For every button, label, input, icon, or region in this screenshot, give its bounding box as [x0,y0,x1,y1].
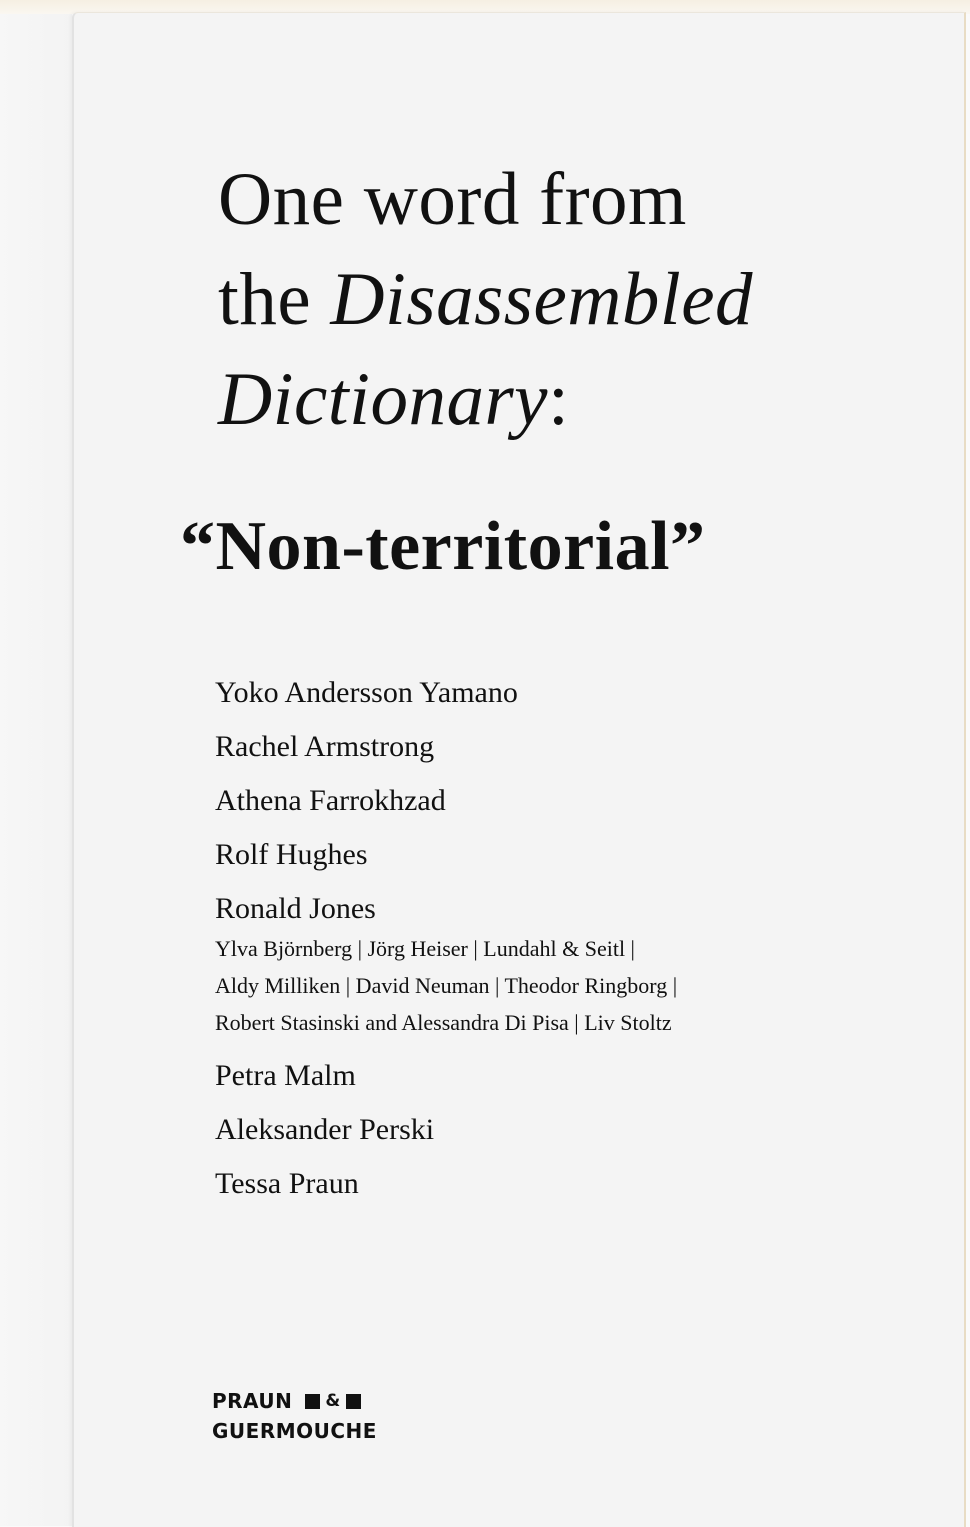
title-line-1 [218,150,918,250]
title-line-3 [218,350,918,450]
square-icon [346,1394,361,1409]
author: Tessa Praun [215,1167,359,1200]
title-line-2 [218,250,918,350]
author: Aleksander Perski [215,1113,435,1146]
book-title [218,150,918,450]
title-colon: : [547,358,570,441]
author-list [215,666,855,1211]
title-text: One word from [218,158,687,241]
ampersand: & [325,1391,341,1411]
publisher-name: PRAUN [212,1389,293,1413]
secondary-author-line: Robert Stasinski and Alessandra Di Pisa | Liv Stoltz [215,1010,672,1035]
author: Petra Malm [215,1059,356,1092]
author: Rolf Hughes [215,838,368,871]
author: Yoko Andersson Yamano [215,676,518,709]
square-icon [305,1394,320,1409]
publisher-logo [212,1386,377,1446]
publisher-line-1 [212,1386,377,1416]
secondary-author-line: Aldy Milliken | David Neuman | Theodor Ringborg | [215,973,678,998]
publisher-name: GUERMOUCHE [212,1419,377,1443]
book-spine-edge [0,0,72,1526]
author: Ronald Jones [215,892,376,925]
title-italic-text: Disassembled [330,258,754,341]
secondary-author-list [215,930,855,1041]
headword: “Non-territorial” [180,508,706,585]
author: Rachel Armstrong [215,730,435,763]
title-italic-text: Dictionary [218,358,548,441]
secondary-author-line: Ylva Björnberg | Jörg Heiser | Lundahl & Seitl | [215,936,635,961]
author: Athena Farrokhzad [215,784,446,817]
publisher-line-2 [212,1416,377,1446]
title-text: the [218,258,331,341]
